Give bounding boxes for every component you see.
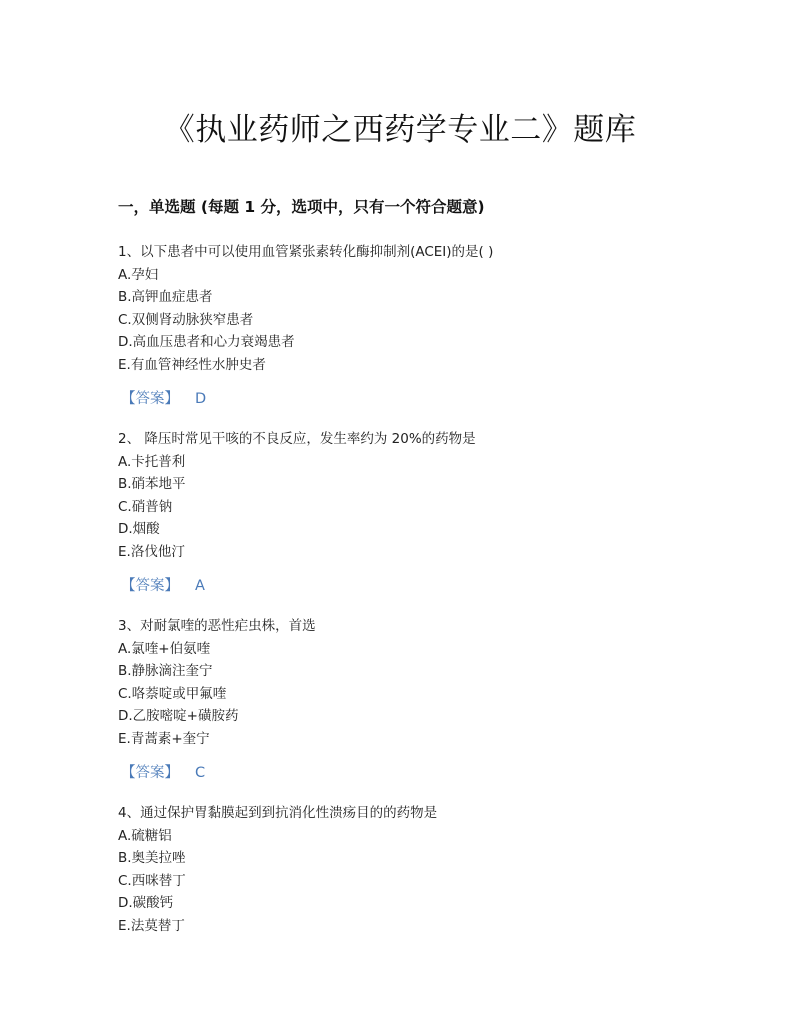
answer-label: 【答案】: [121, 765, 179, 781]
option-c: C.双侧肾动脉狭窄患者: [118, 311, 254, 328]
option-e: E.法莫替丁: [118, 917, 185, 934]
option-c: C.硝普钠: [118, 498, 173, 515]
question-stem: 3、对耐氯喹的恶性疟虫株，首选: [118, 618, 316, 634]
answer-line: [121, 575, 718, 597]
answer-label: 【答案】: [121, 391, 179, 407]
document-title: 《执业药师之西药学专业二》题库: [163, 112, 637, 148]
option-e: E.洛伐他汀: [118, 543, 185, 560]
option-a: A.孕妇: [118, 266, 159, 283]
answer-line: [121, 388, 718, 410]
option-c: C.咯萘啶或甲氟喹: [118, 685, 227, 702]
answer-value: D: [195, 391, 207, 407]
question-stem: 1、以下患者中可以使用血管紧张素转化酶抑制剂(ACEI)的是( ): [118, 244, 494, 260]
question-stem: 4、通过保护胃黏膜起到到抗消化性溃疡目的的药物是: [118, 805, 438, 821]
answer-value: C: [195, 765, 206, 781]
option-b: B.静脉滴注奎宁: [118, 663, 213, 679]
option-d: D.碳酸钙: [118, 895, 174, 911]
answer-value: A: [195, 578, 205, 594]
answer-line: [121, 762, 718, 784]
option-d: D.乙胺嘧啶+磺胺药: [118, 708, 239, 724]
section-heading: 一，单选题 (每题 1 分，选项中，只有一个符合题意): [118, 198, 485, 216]
question-1: [118, 241, 718, 410]
option-e: E.青蒿素+奎宁: [118, 730, 210, 747]
option-b: B.硝苯地平: [118, 476, 186, 492]
option-d: D.高血压患者和心力衰竭患者: [118, 334, 295, 350]
question-2: [118, 428, 718, 597]
option-d: D.烟酸: [118, 521, 160, 537]
option-a: A.氯喹+伯氨喹: [118, 640, 211, 657]
option-c: C.西咪替丁: [118, 872, 186, 889]
option-b: B.高钾血症患者: [118, 289, 213, 305]
question-stem: 2、 降压时常见干咳的不良反应，发生率约为 20%的药物是: [118, 431, 476, 447]
question-3: [118, 615, 718, 784]
option-a: A.卡托普利: [118, 453, 186, 470]
option-b: B.奥美拉唑: [118, 850, 186, 866]
option-e: E.有血管神经性水肿史者: [118, 356, 266, 373]
answer-label: 【答案】: [121, 578, 179, 594]
option-a: A.硫糖铝: [118, 827, 172, 844]
question-4: [118, 802, 718, 937]
question-list: [118, 241, 718, 955]
